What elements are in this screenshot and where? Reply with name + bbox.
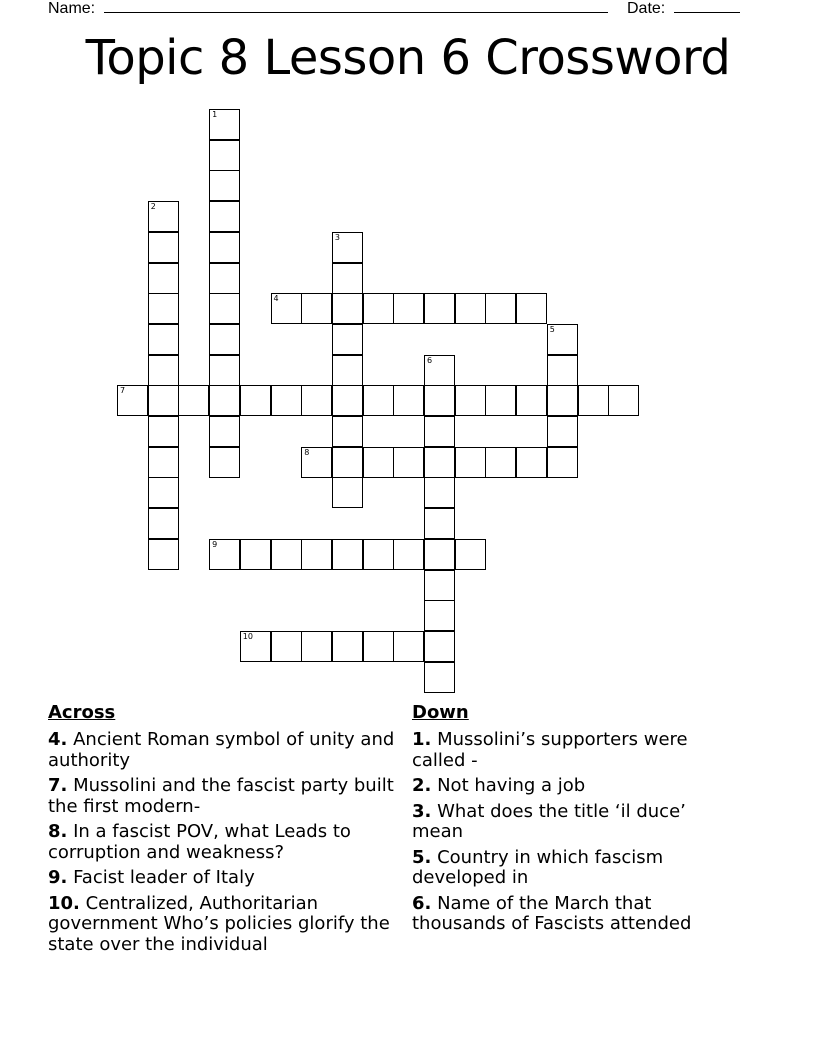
grid-cell[interactable] [393, 385, 424, 416]
grid-cell[interactable] [332, 232, 363, 263]
grid-cell[interactable] [209, 447, 240, 478]
clue-number-label: 9 [212, 539, 218, 549]
grid-cell[interactable] [209, 201, 240, 232]
grid-cell[interactable] [547, 416, 578, 447]
grid-cell[interactable] [209, 232, 240, 263]
grid-cell[interactable] [455, 293, 486, 324]
down-heading: Down [412, 702, 469, 723]
grid-cell[interactable] [148, 508, 179, 539]
clue-number-label: 10 [242, 631, 253, 641]
clue-item [412, 730, 732, 771]
grid-cell[interactable] [424, 385, 455, 416]
clue-text: Country in which fascism developed in [412, 846, 664, 888]
grid-cell[interactable] [148, 416, 179, 447]
grid-cell[interactable] [332, 477, 363, 508]
grid-cell[interactable] [148, 539, 179, 570]
clue-item [48, 776, 408, 817]
across-clues [48, 702, 408, 960]
grid-cell[interactable] [516, 447, 547, 478]
grid-cell[interactable] [209, 293, 240, 324]
grid-cell[interactable] [363, 539, 394, 570]
clue-item [412, 848, 732, 889]
grid-cell[interactable] [148, 293, 179, 324]
grid-cell[interactable] [516, 293, 547, 324]
grid-cell[interactable] [455, 447, 486, 478]
grid-cell[interactable] [332, 539, 363, 570]
grid-cell[interactable] [393, 447, 424, 478]
grid-cell[interactable] [209, 324, 240, 355]
clue-item [48, 730, 408, 771]
grid-cell[interactable] [178, 385, 209, 416]
clue-number-label: 4 [273, 294, 279, 304]
clue-number: 9. [48, 867, 68, 888]
grid-cell[interactable] [516, 385, 547, 416]
across-heading: Across [48, 702, 116, 723]
clue-text: Mussolini’s supporters were called - [412, 729, 688, 771]
grid-cell[interactable] [424, 447, 455, 478]
grid-cell[interactable] [547, 385, 578, 416]
clue-number: 1. [412, 729, 432, 750]
clue-number-label: 5 [549, 324, 555, 334]
grid-cell[interactable] [332, 447, 363, 478]
clue-text: In a fascist POV, what Leads to corruption and weakness? [48, 821, 351, 863]
grid-cell[interactable] [301, 385, 332, 416]
grid-cell[interactable] [271, 385, 302, 416]
grid-cell[interactable] [148, 201, 179, 232]
clue-number-label: 3 [334, 232, 340, 242]
clue-number-label: 1 [212, 110, 218, 119]
grid-cell[interactable] [209, 385, 240, 416]
clue-text: Mussolini and the fascist party built the first modern- [48, 775, 394, 817]
grid-cell[interactable] [209, 416, 240, 447]
grid-cell[interactable] [271, 631, 302, 662]
clue-item [412, 894, 732, 935]
grid-cell[interactable] [301, 539, 332, 570]
grid-cell[interactable] [363, 447, 394, 478]
grid-cell[interactable] [455, 539, 486, 570]
grid-cell[interactable] [148, 385, 179, 416]
down-list [412, 730, 732, 935]
grid-cell[interactable] [301, 447, 332, 478]
grid-cell[interactable] [332, 385, 363, 416]
clue-number-label: 2 [150, 202, 156, 212]
grid-cell[interactable] [332, 263, 363, 294]
grid-cell[interactable] [393, 631, 424, 662]
grid-cell[interactable] [148, 263, 179, 294]
grid-cell[interactable] [301, 631, 332, 662]
grid-cell[interactable] [485, 293, 516, 324]
name-label: Name: [48, 0, 96, 17]
grid-cell[interactable] [209, 263, 240, 294]
clue-number-label: 6 [427, 355, 433, 365]
clue-text: What does the title ‘il duce’ mean [412, 800, 686, 842]
grid-cell[interactable] [240, 539, 271, 570]
grid-cell[interactable] [148, 355, 179, 386]
clue-number-label: 8 [304, 447, 310, 457]
clue-text: Facist leader of Italy [67, 867, 255, 888]
grid-cell[interactable] [240, 631, 271, 662]
across-list [48, 730, 408, 955]
grid-cell[interactable] [608, 385, 639, 416]
grid-cell[interactable] [393, 293, 424, 324]
grid-cell[interactable] [209, 539, 240, 570]
clue-text: Name of the March that thousands of Fascists attended [412, 892, 692, 934]
clue-item [48, 894, 408, 956]
grid-cell[interactable] [547, 447, 578, 478]
grid-cell[interactable] [424, 508, 455, 539]
clue-text: Not having a job [431, 775, 586, 796]
grid-cell[interactable] [547, 324, 578, 355]
grid-cell[interactable] [424, 570, 455, 601]
clue-text: Centralized, Authoritarian government Who’s policies glorify the state over the individual [48, 892, 390, 955]
grid-cell[interactable] [424, 416, 455, 447]
grid-cell[interactable] [393, 539, 424, 570]
grid-cell[interactable] [332, 416, 363, 447]
clue-item [48, 822, 408, 863]
grid-cell[interactable] [332, 324, 363, 355]
grid-cell[interactable] [424, 539, 455, 570]
clue-number: 10. [48, 892, 80, 914]
grid-cell[interactable] [424, 355, 455, 386]
grid-cell[interactable] [301, 293, 332, 324]
clue-item [412, 776, 732, 797]
grid-cell[interactable] [240, 385, 271, 416]
grid-cell[interactable] [209, 109, 240, 140]
clue-text: Ancient Roman symbol of unity and authority [48, 729, 395, 771]
grid-cell[interactable] [455, 385, 486, 416]
grid-cell[interactable] [209, 355, 240, 386]
clue-number: 8. [48, 821, 68, 842]
clue-item [412, 802, 732, 843]
grid-cell[interactable] [271, 293, 302, 324]
grid-cell[interactable] [363, 631, 394, 662]
date-label: Date: [627, 0, 666, 17]
grid-cell[interactable] [332, 631, 363, 662]
grid-cell[interactable] [148, 324, 179, 355]
clue-item [48, 868, 408, 889]
down-clues [412, 702, 732, 940]
grid-cell[interactable] [363, 385, 394, 416]
clue-number: 2. [412, 775, 432, 796]
grid-cell[interactable] [209, 170, 240, 201]
clue-number: 5. [412, 846, 432, 868]
clue-number: 3. [412, 800, 432, 822]
grid-cell[interactable] [424, 293, 455, 324]
grid-cell[interactable] [578, 385, 609, 416]
grid-cell[interactable] [547, 355, 578, 386]
grid-cell[interactable] [332, 355, 363, 386]
clue-number: 4. [48, 729, 68, 750]
grid-cell[interactable] [117, 385, 148, 416]
grid-cell[interactable] [148, 447, 179, 478]
grid-cell[interactable] [424, 600, 455, 631]
clue-number: 7. [48, 775, 68, 796]
grid-cell[interactable] [424, 631, 455, 662]
grid-cell[interactable] [424, 662, 455, 693]
grid-cell[interactable] [271, 539, 302, 570]
grid-cell[interactable] [363, 293, 394, 324]
grid-cell[interactable] [148, 232, 179, 263]
grid-cell[interactable] [209, 140, 240, 171]
grid-cell[interactable] [332, 293, 363, 324]
grid-cell[interactable] [485, 447, 516, 478]
clue-number-label: 7 [120, 386, 126, 396]
grid-cell[interactable] [485, 385, 516, 416]
grid-cell[interactable] [148, 477, 179, 508]
page-title: Topic 8 Lesson 6 Crossword [85, 30, 731, 86]
clue-number: 6. [412, 892, 432, 914]
grid-cell[interactable] [424, 477, 455, 508]
